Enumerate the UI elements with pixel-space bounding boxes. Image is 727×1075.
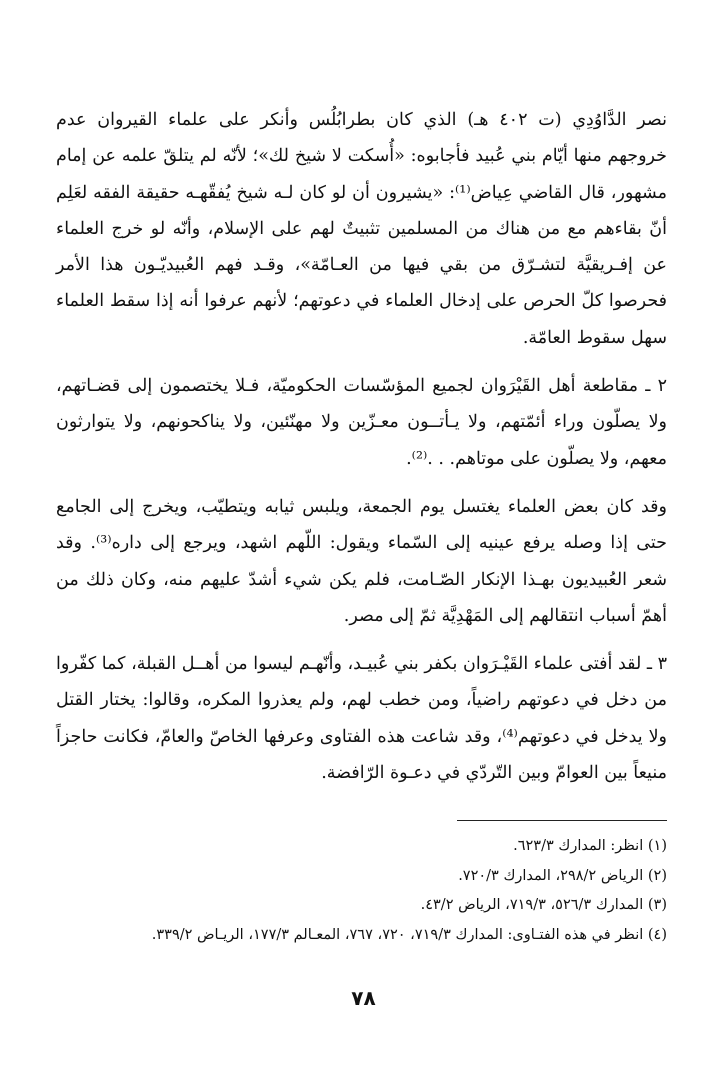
paragraph-point-2: ٢ ـ مقاطعة أهل القَيْرَوان لجميع المؤسّسات الحكوميّة، فـلا يختصمون إلى قضـاتهم، ولا يصلّون وراء أئمّتهم، ولا يـأتــون معـزّين ولا مهنّئين، ولا يناكحونهم، ولا يتوارثون معهم، ولا يصلّون على موتاهم. . .⁽²⁾. [56,376,667,469]
footnotes [56,832,667,950]
paragraph-intro: نصر الدَّاوُدِي (ت ٤٠٢ هـ) الذي كان بطرابُلُس وأنكر على علماء القيروان عدم خروجهم منها أيّام بني عُبيد فأجابوه: «أُسكت لا شيخ لك»؛ لأنّه لم يتلقّ علمه عن إمام مشهور، قال القاضي عِياض⁽¹⁾: «يشيرون أن لو كان لـه شيخ يُفقّهـه حقيقة الفقه لعَلِم أنّ بقاءهم مع من هناك من المسلمين تثبيتٌ لهم على الإسلام، وأنّه لو خرج العلماء عن إفـريقيَّة لتشـرّق من بقي فيها من العـامّة»، وقـد فهم العُبيديّـون هذا الأمر فحرصوا كلّ الحرص على إدخال العلماء في دعوتهم؛ لأنهم عرفوا أنه إذا سقط العلماء سهل سقوط العامّة. [56,110,667,348]
footnote-3: (٣) المدارك ٥٢٦/٣، ٧١٩/٣، الرياض ٤٣/٢. [420,897,667,913]
footnote-1: (١) انظر: المدارك ٦٢٣/٣. [513,838,667,854]
footnote-divider [457,820,667,821]
page-number: ٧٨ [351,986,376,1010]
footnote-4: (٤) انظر في هذه الفتـاوى: المدارك ٧١٩/٣، ٧٢٠، ٧٦٧، المعـالم ١٧٧/٣، الريـاض ٣٣٩/٢. [151,926,667,943]
paragraph-scholars-friday: وقد كان بعض العلماء يغتسل يوم الجمعة، ويلبس ثيابه ويتطيّب، ويخرج إلى الجامع حتى إذا وصله يرفع عينيه إلى السّماء ويقول: اللّهم اشهد، ويرجع إلى داره⁽³⁾. وقد شعر العُبيديون بهـذا الإنكار الصّـامت، فلم يكن شيء أشدّ عليهم منه، وكان ذلك من أهمّ أسباب انتقالهم إلى المَهْدِيَّة ثمّ إلى مصر. [56,496,667,626]
paragraph-point-3: ٣ ـ لقد أفتى علماء القَيْـرَوان بكفر بني عُبيـد، وأنّهـم ليسوا من أهــل القبلة، كما كفّروا من دخل في دعوتهم راضياً، ومن خطب لهم، ولم يعذروا المكره، وقالوا: يختار القتل ولا يدخل في دعوتهم⁽⁴⁾، وقد شاعت هذه الفتاوى وعرفها الخاصّ والعامّ، فكانت حاجزاً منيعاً بين العوامّ وبين التّردّي في دعـوة الرّافضة. [56,654,667,784]
main-text [56,102,667,791]
footnote-2: (٢) الرياض ٢٩٨/٢، المدارك ٧٢٠/٣. [458,867,667,884]
